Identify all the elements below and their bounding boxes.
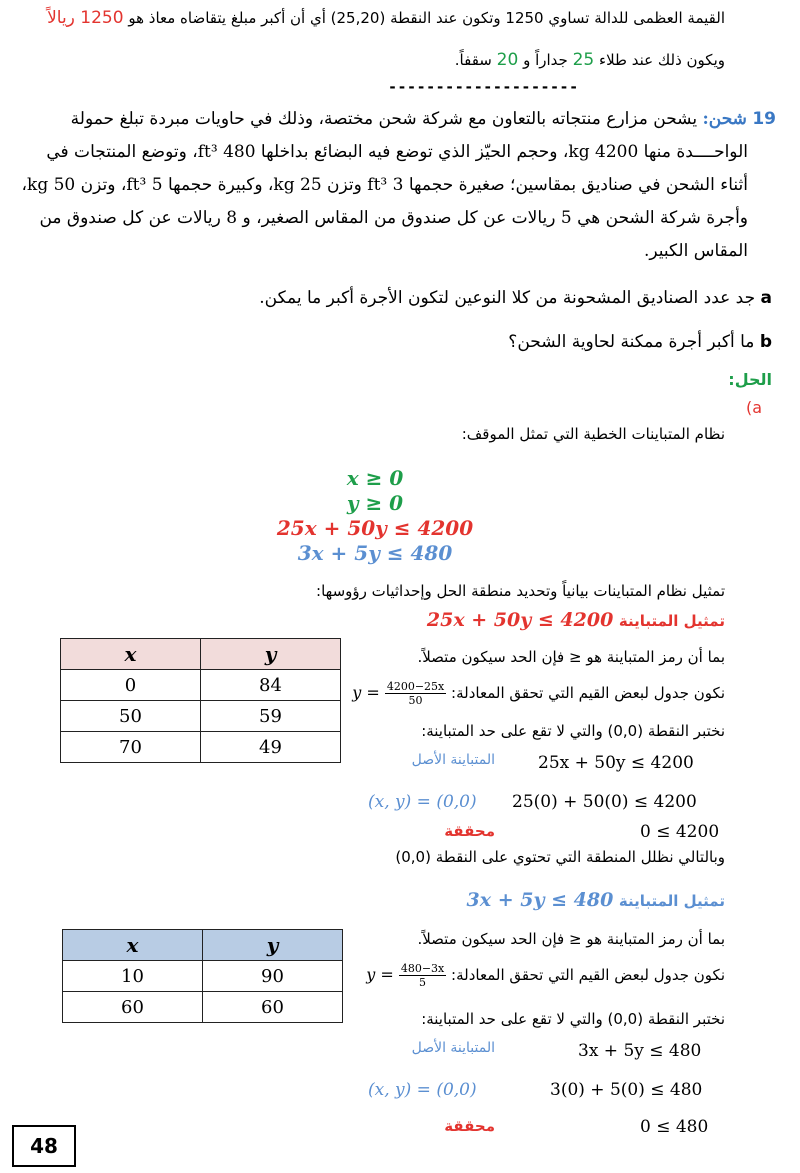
problem-line-2: الواحــــدة منها 4200 kg، وحجم الحيّز الذي توضع فيه البضائع بداخلها 480 ft³، وتوضع المنتجات في xyxy=(46,142,748,162)
section2-orig-label: المتباينة الأصل xyxy=(411,1040,495,1056)
problem-line-5: المقاس الكبير. xyxy=(643,241,748,261)
part-a-question xyxy=(12,282,772,315)
problem-text-1: يشحن مزارع منتجاته بالتعاون مع شركة شحن مختصة، وذلك في حاويات مبردة تبلغ حمولة xyxy=(70,109,698,129)
page-number: 48 xyxy=(12,1125,76,1167)
section1-title-math: 25x + 50y ≤ 4200 xyxy=(426,609,614,631)
graph-intro: تمثيل نظام المتباينات بيانياً وتحديد منطقة الحل وإحداثيات رؤوسها: xyxy=(316,582,725,600)
problem-label: شحن: xyxy=(702,109,747,129)
inequality-x-nonneg: x ≥ 0 xyxy=(346,466,404,490)
section1-title xyxy=(427,609,725,631)
table-cell: 50 xyxy=(61,701,201,732)
section1-sub-math: 25(0) + 50(0) ≤ 4200 xyxy=(512,792,697,812)
part-b-label: b xyxy=(759,332,772,352)
fraction-denominator: 5 xyxy=(419,976,427,989)
section1-table-text: نكون جدول لبعض القيم التي تحقق المعادلة: xyxy=(451,684,725,702)
section1-orig-math: 25x + 50y ≤ 4200 xyxy=(538,753,694,773)
section1-orig-label: المتباينة الأصل xyxy=(411,752,495,768)
intro-text-2c: سقفاً. xyxy=(454,51,492,69)
intro-text-2a: ويكون ذلك عند طلاء xyxy=(599,51,725,69)
section-divider: -------------------- xyxy=(388,78,579,96)
table-header-x: x xyxy=(63,930,203,961)
section2-sub-math: 3(0) + 5(0) ≤ 480 xyxy=(550,1080,703,1100)
intro-text-1: القيمة العظمى للدالة تساوي 1250 وتكون عند النقطة (25,20) أي أن أكبر مبلغ يتقاضاه معاذ هو xyxy=(128,9,725,27)
section1-true-label: محققة xyxy=(444,822,495,840)
table-cell: 10 xyxy=(63,961,203,992)
table-row xyxy=(61,732,341,763)
intro-text-2b: جداراً و xyxy=(523,51,568,69)
section1-shade-text: وبالتالي نظلل المنطقة التي تحتوي على النقطة (0,0) xyxy=(395,848,725,866)
table-cell: 60 xyxy=(203,992,343,1023)
problem-line-1 xyxy=(16,103,776,136)
table-cell: 49 xyxy=(201,732,341,763)
section2-sub-label: (x, y) = (0,0) xyxy=(368,1080,477,1100)
table-header-y: y xyxy=(203,930,343,961)
section1-equation xyxy=(352,680,446,707)
section2-table-text: نكون جدول لبعض القيم التي تحقق المعادلة: xyxy=(451,966,725,984)
table-row xyxy=(63,992,343,1023)
table-cell: 60 xyxy=(63,992,203,1023)
section1-table-intro xyxy=(275,680,725,707)
intro-line-1 xyxy=(25,8,725,28)
part-b-text: ما أكبر أجرة ممكنة لحاوية الشحن؟ xyxy=(508,332,755,352)
equation-fraction xyxy=(385,680,446,707)
equation-fraction xyxy=(399,962,446,989)
inequality-y-nonneg: y ≥ 0 xyxy=(346,491,404,515)
table-cell: 0 xyxy=(61,670,201,701)
section1-sub-label: (x, y) = (0,0) xyxy=(368,792,477,812)
part-a-label: a xyxy=(760,288,772,308)
section2-true-label: محققة xyxy=(444,1117,495,1135)
table-cell: 59 xyxy=(201,701,341,732)
section2-title-math: 3x + 5y ≤ 480 xyxy=(466,889,614,911)
section2-title xyxy=(467,889,725,911)
problem-line-3: أثناء الشحن في صناديق بمقاسين؛ صغيرة حجمها 3 ft³ وتزن 25 kg، وكبيرة حجمها 5 ft³، وتزن 50 kg، xyxy=(21,175,748,195)
section2-result: 0 ≤ 480 xyxy=(640,1117,709,1137)
fraction-denominator: 50 xyxy=(408,694,423,707)
system-intro: نظام المتباينات الخطية التي تمثل الموقف: xyxy=(461,425,725,443)
intro-line-2 xyxy=(25,50,725,70)
section2-test: نختبر النقطة (0,0) والتي لا تقع على حد المتباينة: xyxy=(421,1010,725,1028)
fraction-numerator: 480−3x xyxy=(400,962,445,975)
table-header-x: x xyxy=(61,639,201,670)
problem-line-4: وأجرة شركة الشحن هي 5 ريالات عن كل صندوق من المقاس الصغير، و 8 ريالات عن كل صندوق من xyxy=(39,208,748,228)
section2-title-label: تمثيل المتباينة xyxy=(618,892,725,910)
part-a-text: جد عدد الصناديق المشحونة من كلا النوعين لتكون الأجرة أكبر ما يمكن. xyxy=(259,288,756,308)
problem-number: 19 xyxy=(752,109,776,129)
table-cell: 90 xyxy=(203,961,343,992)
inequality-volume: 3x + 5y ≤ 480 xyxy=(297,541,453,565)
ceilings-count: 20 xyxy=(496,50,519,70)
walls-count: 25 xyxy=(572,50,595,70)
section2-boundary: بما أن رمز المتباينة هو ≤ فإن الحد سيكون متصلاً. xyxy=(417,930,725,948)
solution-heading: الحل: xyxy=(728,370,772,389)
table-header-row xyxy=(63,930,343,961)
inequality-weight: 25x + 50y ≤ 4200 xyxy=(276,516,474,540)
section1-title-label: تمثيل المتباينة xyxy=(618,612,725,630)
intro-max-value: 1250 ريالاً xyxy=(47,8,124,28)
table-cell: 70 xyxy=(61,732,201,763)
section2-equation xyxy=(366,962,446,989)
table-header-y: y xyxy=(201,639,341,670)
equation-lhs: y = xyxy=(366,965,394,984)
section1-test: نختبر النقطة (0,0) والتي لا تقع على حد المتباينة: xyxy=(421,722,725,740)
equation-lhs: y = xyxy=(352,683,380,702)
table-cell: 84 xyxy=(201,670,341,701)
table-header-row xyxy=(61,639,341,670)
problem-statement xyxy=(16,103,776,268)
section2-table-intro xyxy=(275,962,725,989)
solution-part-a: (a xyxy=(746,398,763,417)
part-b-question xyxy=(12,326,772,359)
section1-boundary: بما أن رمز المتباينة هو ≤ فإن الحد سيكون متصلاً. xyxy=(417,648,725,666)
fraction-numerator: 4200−25x xyxy=(386,680,445,693)
section1-result: 0 ≤ 4200 xyxy=(640,822,720,842)
section2-orig-math: 3x + 5y ≤ 480 xyxy=(578,1041,702,1061)
